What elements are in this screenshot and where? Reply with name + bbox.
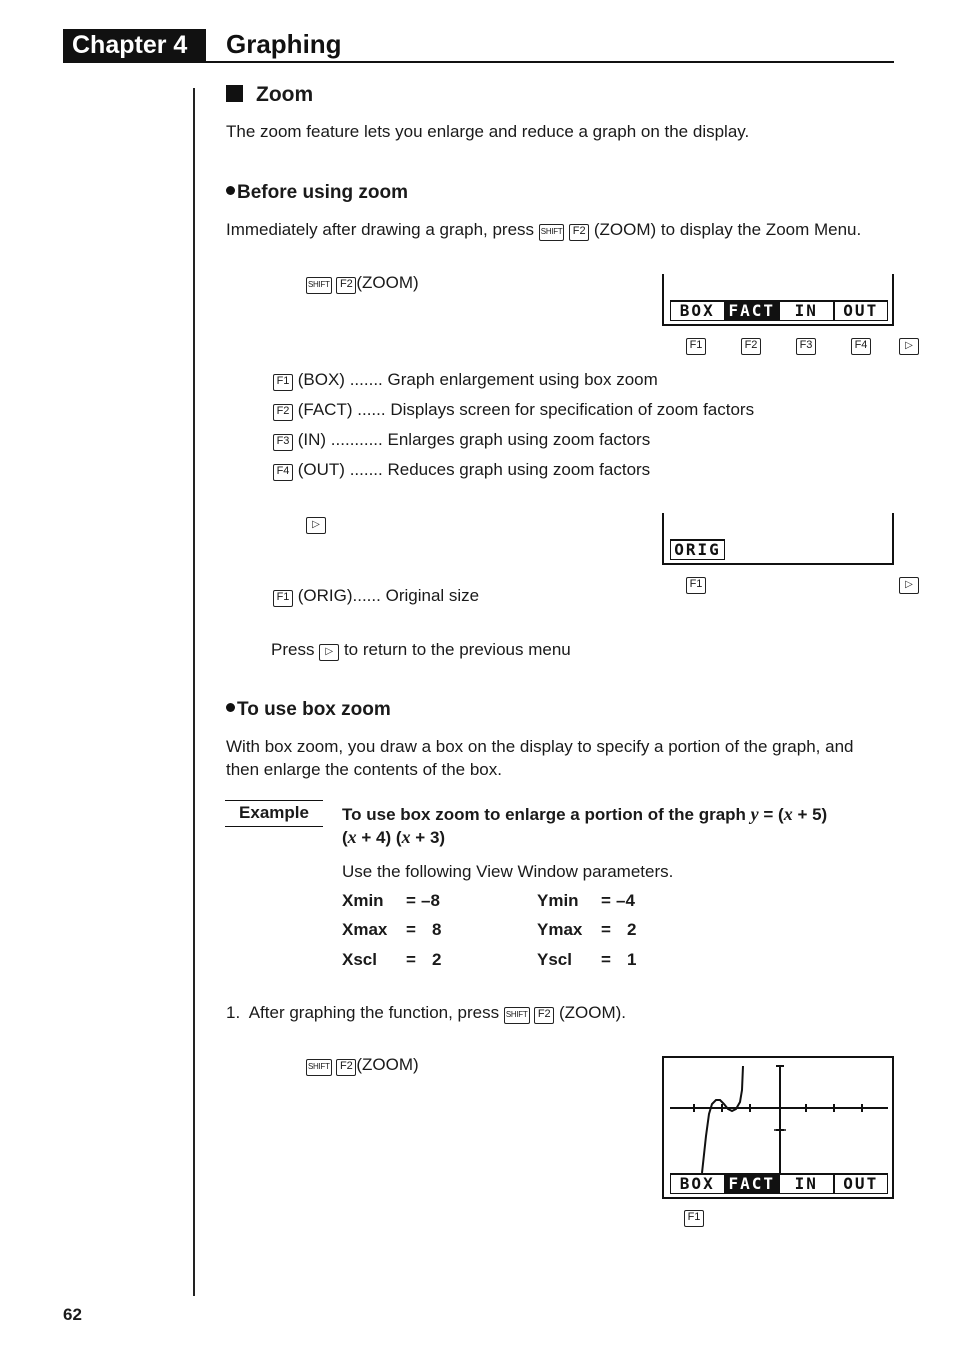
param-value: 8 [432, 920, 442, 939]
chapter-label: Chapter 4 [63, 29, 206, 63]
operation-zoom-1: SHIFT F2 (ZOOM) [308, 273, 419, 292]
f1-key-icon: F1 [273, 374, 293, 391]
param-name: Xmin [342, 891, 384, 910]
f2-key-icon: F2 [569, 224, 589, 241]
param-value: 1 [627, 950, 637, 969]
menu-item-in: F3 (IN) ........... Enlarges graph using zoom factors [273, 430, 650, 451]
param-value: –8 [421, 891, 440, 910]
f2-key-icon: F2 [336, 1059, 356, 1076]
f1-key-icon: F1 [686, 338, 706, 355]
next-menu-key-icon: ▷ [899, 338, 919, 355]
calculator-screen-graph [662, 1056, 894, 1199]
f1-key-icon: F1 [686, 577, 706, 594]
function-menu [670, 539, 888, 560]
param-name: Xmax [342, 920, 388, 939]
f2-key-icon: F2 [336, 277, 356, 294]
function-menu [670, 1173, 888, 1194]
menu-in: IN [779, 300, 834, 321]
next-menu-key-icon: ▷ [306, 517, 326, 534]
f4-key-icon: F4 [851, 338, 871, 355]
param-eq: = [406, 920, 416, 939]
f2-key-label [741, 334, 761, 355]
menu-fact: FACT [725, 300, 780, 321]
param-name: Yscl [537, 950, 572, 969]
f3-key-icon: F3 [796, 338, 816, 355]
param-name: Xscl [342, 950, 377, 969]
section-intro: The zoom feature lets you enlarge and reduce a graph on the display. [226, 122, 750, 141]
menu-fact: FACT [725, 1173, 780, 1194]
next-menu-key-icon: ▷ [319, 644, 339, 661]
box-zoom-title: To use box zoom [226, 699, 391, 721]
param-eq: = [601, 891, 611, 910]
section-title: Zoom [226, 83, 313, 107]
press-return-text: Press ▷ to return to the previous menu [271, 640, 571, 659]
example-line1: To use box zoom to enlarge a portion of the graph y = (x + 5) [342, 804, 828, 824]
margin-rule [193, 88, 195, 1296]
f2-key-icon: F2 [534, 1007, 554, 1024]
f3-key-label [796, 334, 816, 355]
step-1: 1. After graphing the function, press SHIFT F2 (ZOOM). [226, 1003, 627, 1022]
f2-key-icon: F2 [273, 404, 293, 421]
f1-key-icon: F1 [273, 590, 293, 607]
menu-box: BOX [670, 300, 725, 321]
f2-key-icon: F2 [741, 338, 761, 355]
shift-key-icon: SHIFT [539, 224, 565, 241]
menu-item-orig: F1 (ORIG)...... Original size [273, 586, 479, 607]
param-name: Ymax [537, 920, 583, 939]
chapter-title: Graphing [226, 29, 342, 59]
page-number: 62 [63, 1305, 82, 1324]
next-key-operation [306, 513, 326, 534]
menu-item-out: F4 (OUT) ....... Reduces graph using zoom factors [273, 460, 650, 481]
graph-plot [664, 1058, 892, 1173]
before-title: Before using zoom [226, 182, 408, 204]
f4-key-label [851, 334, 871, 355]
chapter-header [63, 29, 894, 63]
menu-out: OUT [834, 1173, 889, 1194]
cursor-icon [774, 1124, 786, 1136]
shift-key-icon: SHIFT [306, 1059, 332, 1076]
params-intro: Use the following View Window parameters. [342, 862, 674, 881]
param-value: 2 [432, 950, 442, 969]
f3-key-icon: F3 [273, 434, 293, 451]
f1-key-icon: F1 [684, 1210, 704, 1227]
param-value: 2 [627, 920, 637, 939]
menu-item-box: F1 (BOX) ....... Graph enlargement using box zoom [273, 370, 658, 391]
example-tag: Example [225, 800, 323, 827]
operation-zoom-2: SHIFT F2 (ZOOM) [308, 1055, 419, 1074]
menu-orig: ORIG [670, 539, 725, 560]
calculator-screen-orig-menu [662, 513, 894, 565]
menu-box: BOX [670, 1173, 725, 1194]
function-curve [702, 1066, 743, 1173]
next-menu-key-icon: ▷ [899, 577, 919, 594]
f1-key-label [686, 573, 706, 594]
next-key-label [899, 334, 919, 355]
bullet-dot-icon [226, 703, 235, 712]
example-line2: (x + 4) (x + 3) [342, 827, 446, 847]
param-eq: = [406, 950, 416, 969]
param-eq: = [406, 891, 416, 910]
param-eq: = [601, 920, 611, 939]
f4-key-icon: F4 [273, 464, 293, 481]
f1-key-label [684, 1206, 704, 1227]
next-key-label [899, 573, 919, 594]
param-value: –4 [616, 891, 635, 910]
calculator-screen-zoom-menu [662, 274, 894, 326]
menu-item-fact: F2 (FACT) ...... Displays screen for specification of zoom factors [273, 400, 754, 421]
box-zoom-text-line2: then enlarge the contents of the box. [226, 760, 502, 779]
shift-key-icon: SHIFT [306, 277, 332, 294]
param-name: Ymin [537, 891, 579, 910]
shift-key-icon: SHIFT [504, 1007, 530, 1024]
bullet-dot-icon [226, 186, 235, 195]
menu-in: IN [779, 1173, 834, 1194]
param-eq: = [601, 950, 611, 969]
fkey-labels-1 [686, 334, 706, 355]
square-bullet-icon [226, 85, 243, 102]
box-zoom-text-line1: With box zoom, you draw a box on the display to specify a portion of the graph, and [226, 737, 854, 756]
function-menu [670, 300, 888, 321]
before-text: Immediately after drawing a graph, press SHIFT F2 (ZOOM) to display the Zoom Menu. [226, 220, 862, 239]
menu-out: OUT [834, 300, 889, 321]
